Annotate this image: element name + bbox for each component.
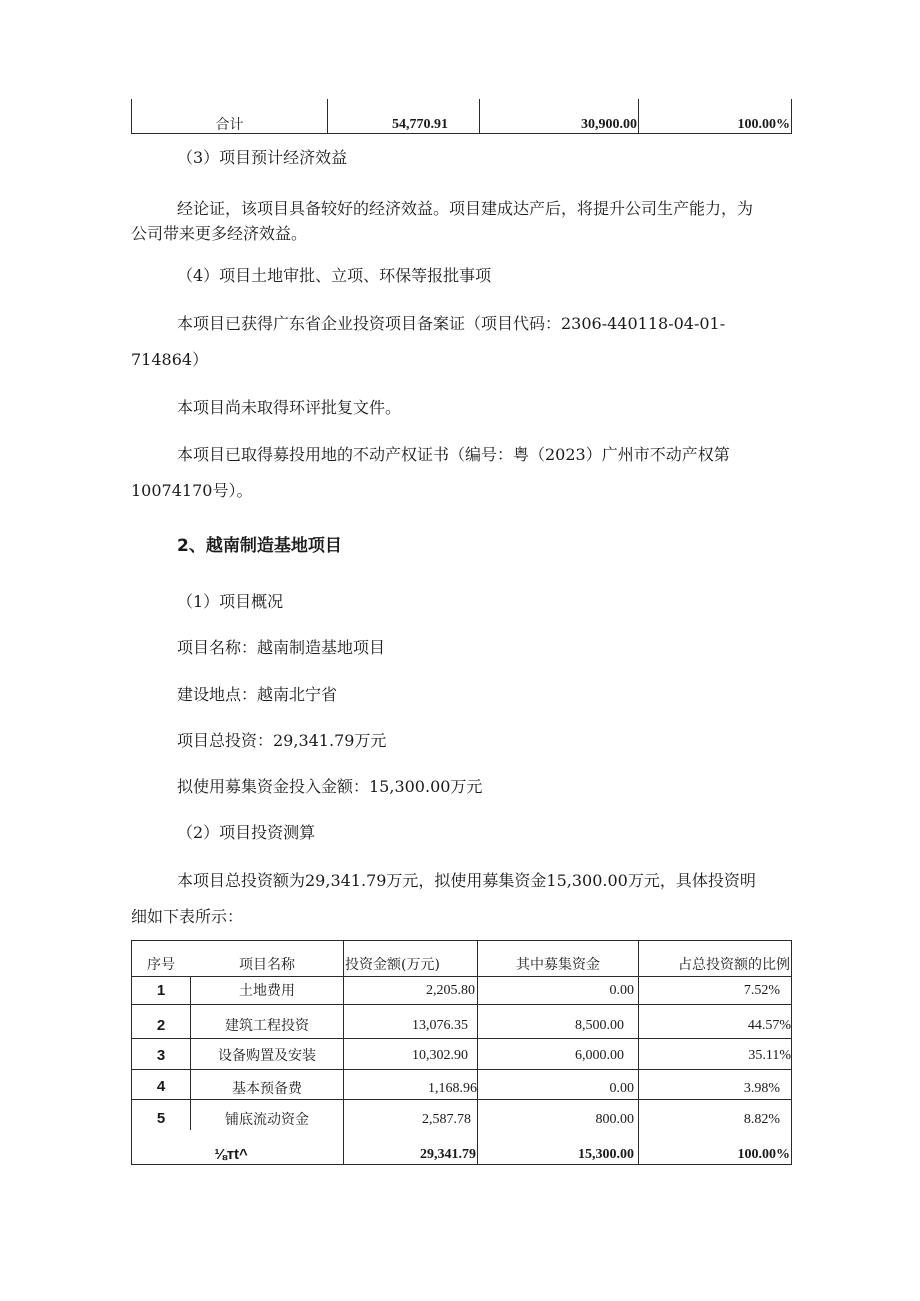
total-raised: 15,300.00 xyxy=(578,1147,634,1162)
row3-seq: 3 xyxy=(156,1047,166,1064)
row4-amount: 1,168.96 xyxy=(428,1081,477,1096)
table-top-border xyxy=(131,940,792,941)
total-amount: 29,341.79 xyxy=(420,1147,476,1162)
row3-amount: 10,302.90 xyxy=(412,1048,468,1063)
header-raised-funds: 其中募集资金 xyxy=(516,957,600,973)
top-table-total-raised: 30,900.00 xyxy=(581,117,637,132)
property-certificate-line2: 10074170号）。 xyxy=(131,481,253,500)
row2-raised: 8,500.00 xyxy=(575,1018,624,1033)
table-row-line-2 xyxy=(131,1038,792,1039)
row3-name: 设备购置及安装 xyxy=(218,1048,316,1064)
econ-benefit-title: （3）项目预计经济效益 xyxy=(177,148,348,167)
header-seq: 序号 xyxy=(147,957,175,973)
row5-name: 铺底流动资金 xyxy=(225,1112,309,1128)
total-ratio: 100.00% xyxy=(737,1147,790,1162)
top-table-total-amount: 54,770.91 xyxy=(392,117,448,132)
row2-amount: 13,076.35 xyxy=(412,1018,468,1033)
row1-amount: 2,205.80 xyxy=(426,983,475,998)
row1-ratio: 7.52% xyxy=(743,983,780,998)
overview-title: （1）项目概况 xyxy=(177,592,284,611)
total-label: ⅛тt^ xyxy=(214,1146,248,1163)
econ-benefit-text-line1: 经论证，该项目具备较好的经济效益。项目建成达产后，将提升公司生产能力，为 xyxy=(177,199,754,218)
row5-amount: 2,587.78 xyxy=(422,1112,471,1127)
row3-ratio: 35.11% xyxy=(748,1048,791,1063)
property-certificate-line1: 本项目已取得募投用地的不动产权证书（编号：粤（2023）广州市不动产权第 xyxy=(177,445,730,464)
row2-seq: 2 xyxy=(156,1017,166,1034)
raised-funds-line: 拟使用募集资金投入金额：15,300.00万元 xyxy=(177,777,483,796)
vietnam-project-heading: 2、越南制造基地项目 xyxy=(177,536,342,556)
row2-name: 建筑工程投资 xyxy=(225,1018,309,1034)
top-table-total-label: 合计 xyxy=(215,117,244,133)
filing-certificate-line2: 714864） xyxy=(131,350,209,369)
row5-raised: 800.00 xyxy=(595,1112,634,1127)
header-item-name: 项目名称 xyxy=(239,957,295,973)
table-row-line-4 xyxy=(131,1099,792,1100)
table-header-bottom-line xyxy=(131,976,792,977)
econ-benefit-text-line2: 公司带来更多经济效益。 xyxy=(131,224,308,243)
row4-name: 基本预备费 xyxy=(232,1081,302,1097)
row1-seq: 1 xyxy=(156,982,166,999)
top-table-total-ratio: 100.00% xyxy=(737,117,790,132)
row4-seq: 4 xyxy=(156,1078,166,1095)
location-line: 建设地点：越南北宁省 xyxy=(177,685,338,704)
table-row-line-1 xyxy=(131,1004,792,1005)
investment-calc-text-line2: 细如下表所示： xyxy=(131,907,244,926)
total-investment-line: 项目总投资：29,341.79万元 xyxy=(177,731,387,750)
table-bottom-border xyxy=(131,1164,792,1165)
header-ratio: 占总投资额的比例 xyxy=(678,957,790,973)
row4-ratio: 3.98% xyxy=(743,1081,780,1096)
row1-raised: 0.00 xyxy=(609,983,634,998)
filing-certificate-line1: 本项目已获得广东省企业投资项目备案证（项目代码：2306-440118-04-01- xyxy=(177,314,726,333)
table-right-border xyxy=(791,940,792,1165)
row5-ratio: 8.82% xyxy=(743,1112,780,1127)
project-name-line: 项目名称：越南制造基地项目 xyxy=(177,638,386,657)
row3-raised: 6,000.00 xyxy=(575,1048,624,1063)
approval-title: （4）项目土地审批、立项、环保等报批事项 xyxy=(177,266,492,285)
table-row-line-3 xyxy=(131,1069,792,1070)
row5-seq: 5 xyxy=(156,1110,166,1127)
row1-name: 土地费用 xyxy=(239,983,295,999)
top-table-right-border xyxy=(791,99,792,134)
row2-ratio: 44.57% xyxy=(747,1018,791,1033)
investment-calc-text-line1: 本项目总投资额为29,341.79万元，拟使用募集资金15,300.00万元，具体投资明 xyxy=(177,871,756,890)
investment-calc-title: （2）项目投资测算 xyxy=(177,823,316,842)
row4-raised: 0.00 xyxy=(609,1081,634,1096)
environmental-approval-text: 本项目尚未取得环评批复文件。 xyxy=(177,398,402,417)
header-investment-amount: 投资金额(万元) xyxy=(345,957,440,973)
